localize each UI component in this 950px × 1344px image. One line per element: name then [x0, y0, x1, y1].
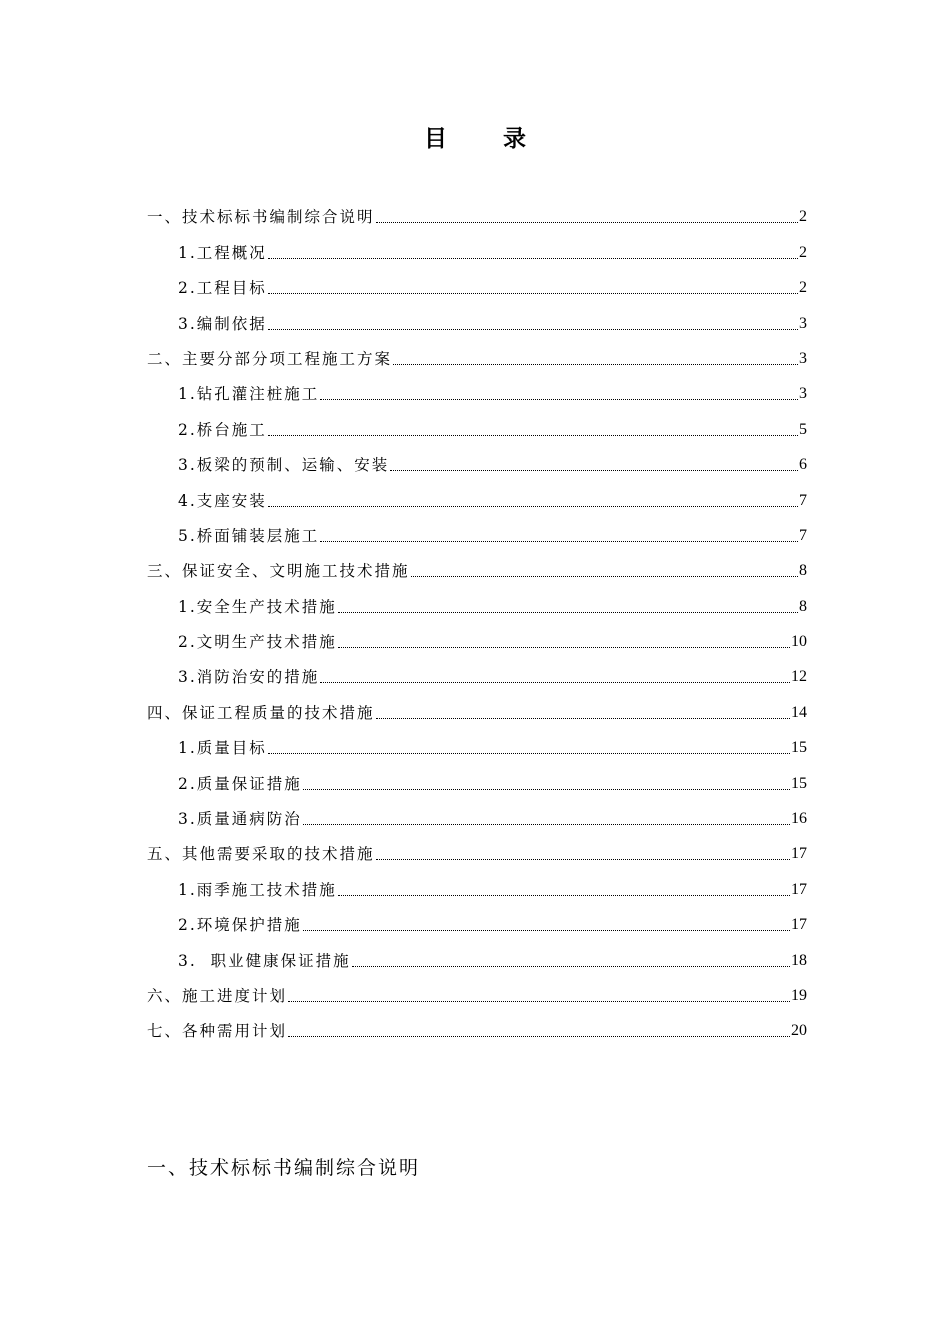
toc-entry[interactable] — [147, 723, 807, 758]
toc-dot-leader — [376, 859, 790, 860]
toc-entry[interactable] — [147, 864, 807, 899]
toc-dot-leader — [320, 682, 790, 683]
toc-entry[interactable] — [147, 334, 807, 369]
toc-page-number: 17 — [791, 916, 807, 934]
toc-entry-text: 2.文明生产技术措施 — [178, 633, 337, 652]
toc-page-number: 15 — [791, 774, 807, 792]
toc-entry-text: 四、保证工程质量的技术措施 — [147, 703, 375, 722]
toc-entry-text: 七、各种需用计划 — [147, 1022, 288, 1041]
toc-entry[interactable] — [147, 475, 807, 510]
toc-dot-leader — [303, 789, 790, 790]
toc-page-number: 10 — [791, 633, 807, 651]
toc-entry-text: 六、施工进度计划 — [147, 986, 288, 1005]
toc-dot-leader — [338, 612, 798, 613]
toc-entry-text: 3.板梁的预制、运输、安装 — [178, 456, 390, 475]
toc-page-number: 7 — [799, 526, 807, 544]
toc-dot-leader — [411, 576, 798, 577]
toc-page-number: 3 — [799, 314, 807, 332]
toc-page-number: 17 — [791, 845, 807, 863]
toc-entry-text: 2.环境保护措施 — [178, 916, 302, 935]
toc-page-number: 20 — [791, 1022, 807, 1040]
toc-page-number: 15 — [791, 739, 807, 757]
toc-dot-leader — [268, 435, 798, 436]
toc-dot-leader — [320, 541, 798, 542]
toc-page-number: 16 — [791, 810, 807, 828]
toc-entry[interactable] — [147, 687, 807, 722]
toc-entry-text: 二、主要分部分项工程施工方案 — [147, 349, 393, 368]
toc-title: 目 录 — [423, 125, 550, 152]
toc-dot-leader — [288, 1036, 790, 1037]
toc-entry-text: 3.编制依据 — [178, 314, 267, 333]
toc-page-number: 3 — [799, 349, 807, 367]
toc-page-number: 12 — [791, 668, 807, 686]
toc-entry[interactable] — [147, 1006, 807, 1041]
toc-entry-text: 五、其他需要采取的技术措施 — [147, 845, 375, 864]
toc-entry-text: 1.工程概况 — [178, 243, 267, 262]
section-heading: 一、技术标标书编制综合说明 — [147, 1157, 421, 1179]
toc-dot-leader — [268, 753, 790, 754]
toc-entry[interactable] — [147, 263, 807, 298]
toc-entry-text: 3.质量通病防治 — [178, 810, 302, 829]
toc-entry[interactable] — [147, 546, 807, 581]
toc-page-number: 19 — [791, 986, 807, 1004]
toc-entry[interactable] — [147, 971, 807, 1006]
toc-entry-text: 一、技术标标书编制综合说明 — [147, 208, 375, 227]
toc-entry-text: 1.钻孔灌注桩施工 — [178, 385, 320, 404]
toc-entry[interactable] — [147, 192, 807, 227]
toc-dot-leader — [338, 647, 790, 648]
toc-entry[interactable] — [147, 652, 807, 687]
toc-dot-leader — [303, 824, 790, 825]
toc-dot-leader — [338, 895, 790, 896]
toc-dot-leader — [376, 718, 790, 719]
toc-page-number: 5 — [799, 420, 807, 438]
toc-page-number: 6 — [799, 456, 807, 474]
toc-entry-text: 1.质量目标 — [178, 739, 267, 758]
toc-page-number: 2 — [799, 279, 807, 297]
toc-entry[interactable] — [147, 227, 807, 262]
toc-page-number: 8 — [799, 562, 807, 580]
toc-dot-leader — [303, 930, 790, 931]
toc-page-number: 2 — [799, 243, 807, 261]
toc-entry[interactable] — [147, 581, 807, 616]
toc-page-number: 14 — [791, 703, 807, 721]
toc-page-number: 2 — [799, 208, 807, 226]
toc-entry-text: 3. 职业健康保证措施 — [178, 951, 351, 970]
toc-entry-text: 2.桥台施工 — [178, 420, 267, 439]
toc-dot-leader — [268, 258, 798, 259]
toc-entry-text: 5.桥面铺装层施工 — [178, 526, 320, 545]
toc-dot-leader — [288, 1001, 790, 1002]
toc-entry[interactable] — [147, 298, 807, 333]
toc-entry[interactable] — [147, 900, 807, 935]
toc-entry[interactable] — [147, 829, 807, 864]
toc-dot-leader — [393, 364, 798, 365]
toc-entry[interactable] — [147, 758, 807, 793]
toc-page-number: 18 — [791, 951, 807, 969]
toc-entry[interactable] — [147, 511, 807, 546]
toc-page-number: 3 — [799, 385, 807, 403]
table-of-contents — [147, 192, 807, 1041]
toc-entry-text: 2.工程目标 — [178, 279, 267, 298]
toc-entry-text: 三、保证安全、文明施工技术措施 — [147, 562, 410, 581]
toc-page-number: 7 — [799, 491, 807, 509]
toc-page-number: 17 — [791, 880, 807, 898]
toc-entry-text: 4.支座安装 — [178, 491, 267, 510]
toc-entry[interactable] — [147, 404, 807, 439]
toc-dot-leader — [352, 966, 790, 967]
toc-dot-leader — [390, 470, 798, 471]
toc-entry-text: 2.质量保证措施 — [178, 774, 302, 793]
toc-entry[interactable] — [147, 369, 807, 404]
toc-entry[interactable] — [147, 935, 807, 970]
toc-dot-leader — [268, 293, 798, 294]
toc-entry[interactable] — [147, 617, 807, 652]
toc-dot-leader — [376, 222, 798, 223]
toc-dot-leader — [268, 506, 798, 507]
toc-dot-leader — [320, 399, 798, 400]
toc-entry-text: 1.雨季施工技术措施 — [178, 880, 337, 899]
toc-entry-text: 1.安全生产技术措施 — [178, 597, 337, 616]
toc-entry[interactable] — [147, 440, 807, 475]
toc-entry[interactable] — [147, 794, 807, 829]
toc-dot-leader — [268, 329, 798, 330]
toc-entry-text: 3.消防治安的措施 — [178, 668, 320, 687]
toc-page-number: 8 — [799, 597, 807, 615]
